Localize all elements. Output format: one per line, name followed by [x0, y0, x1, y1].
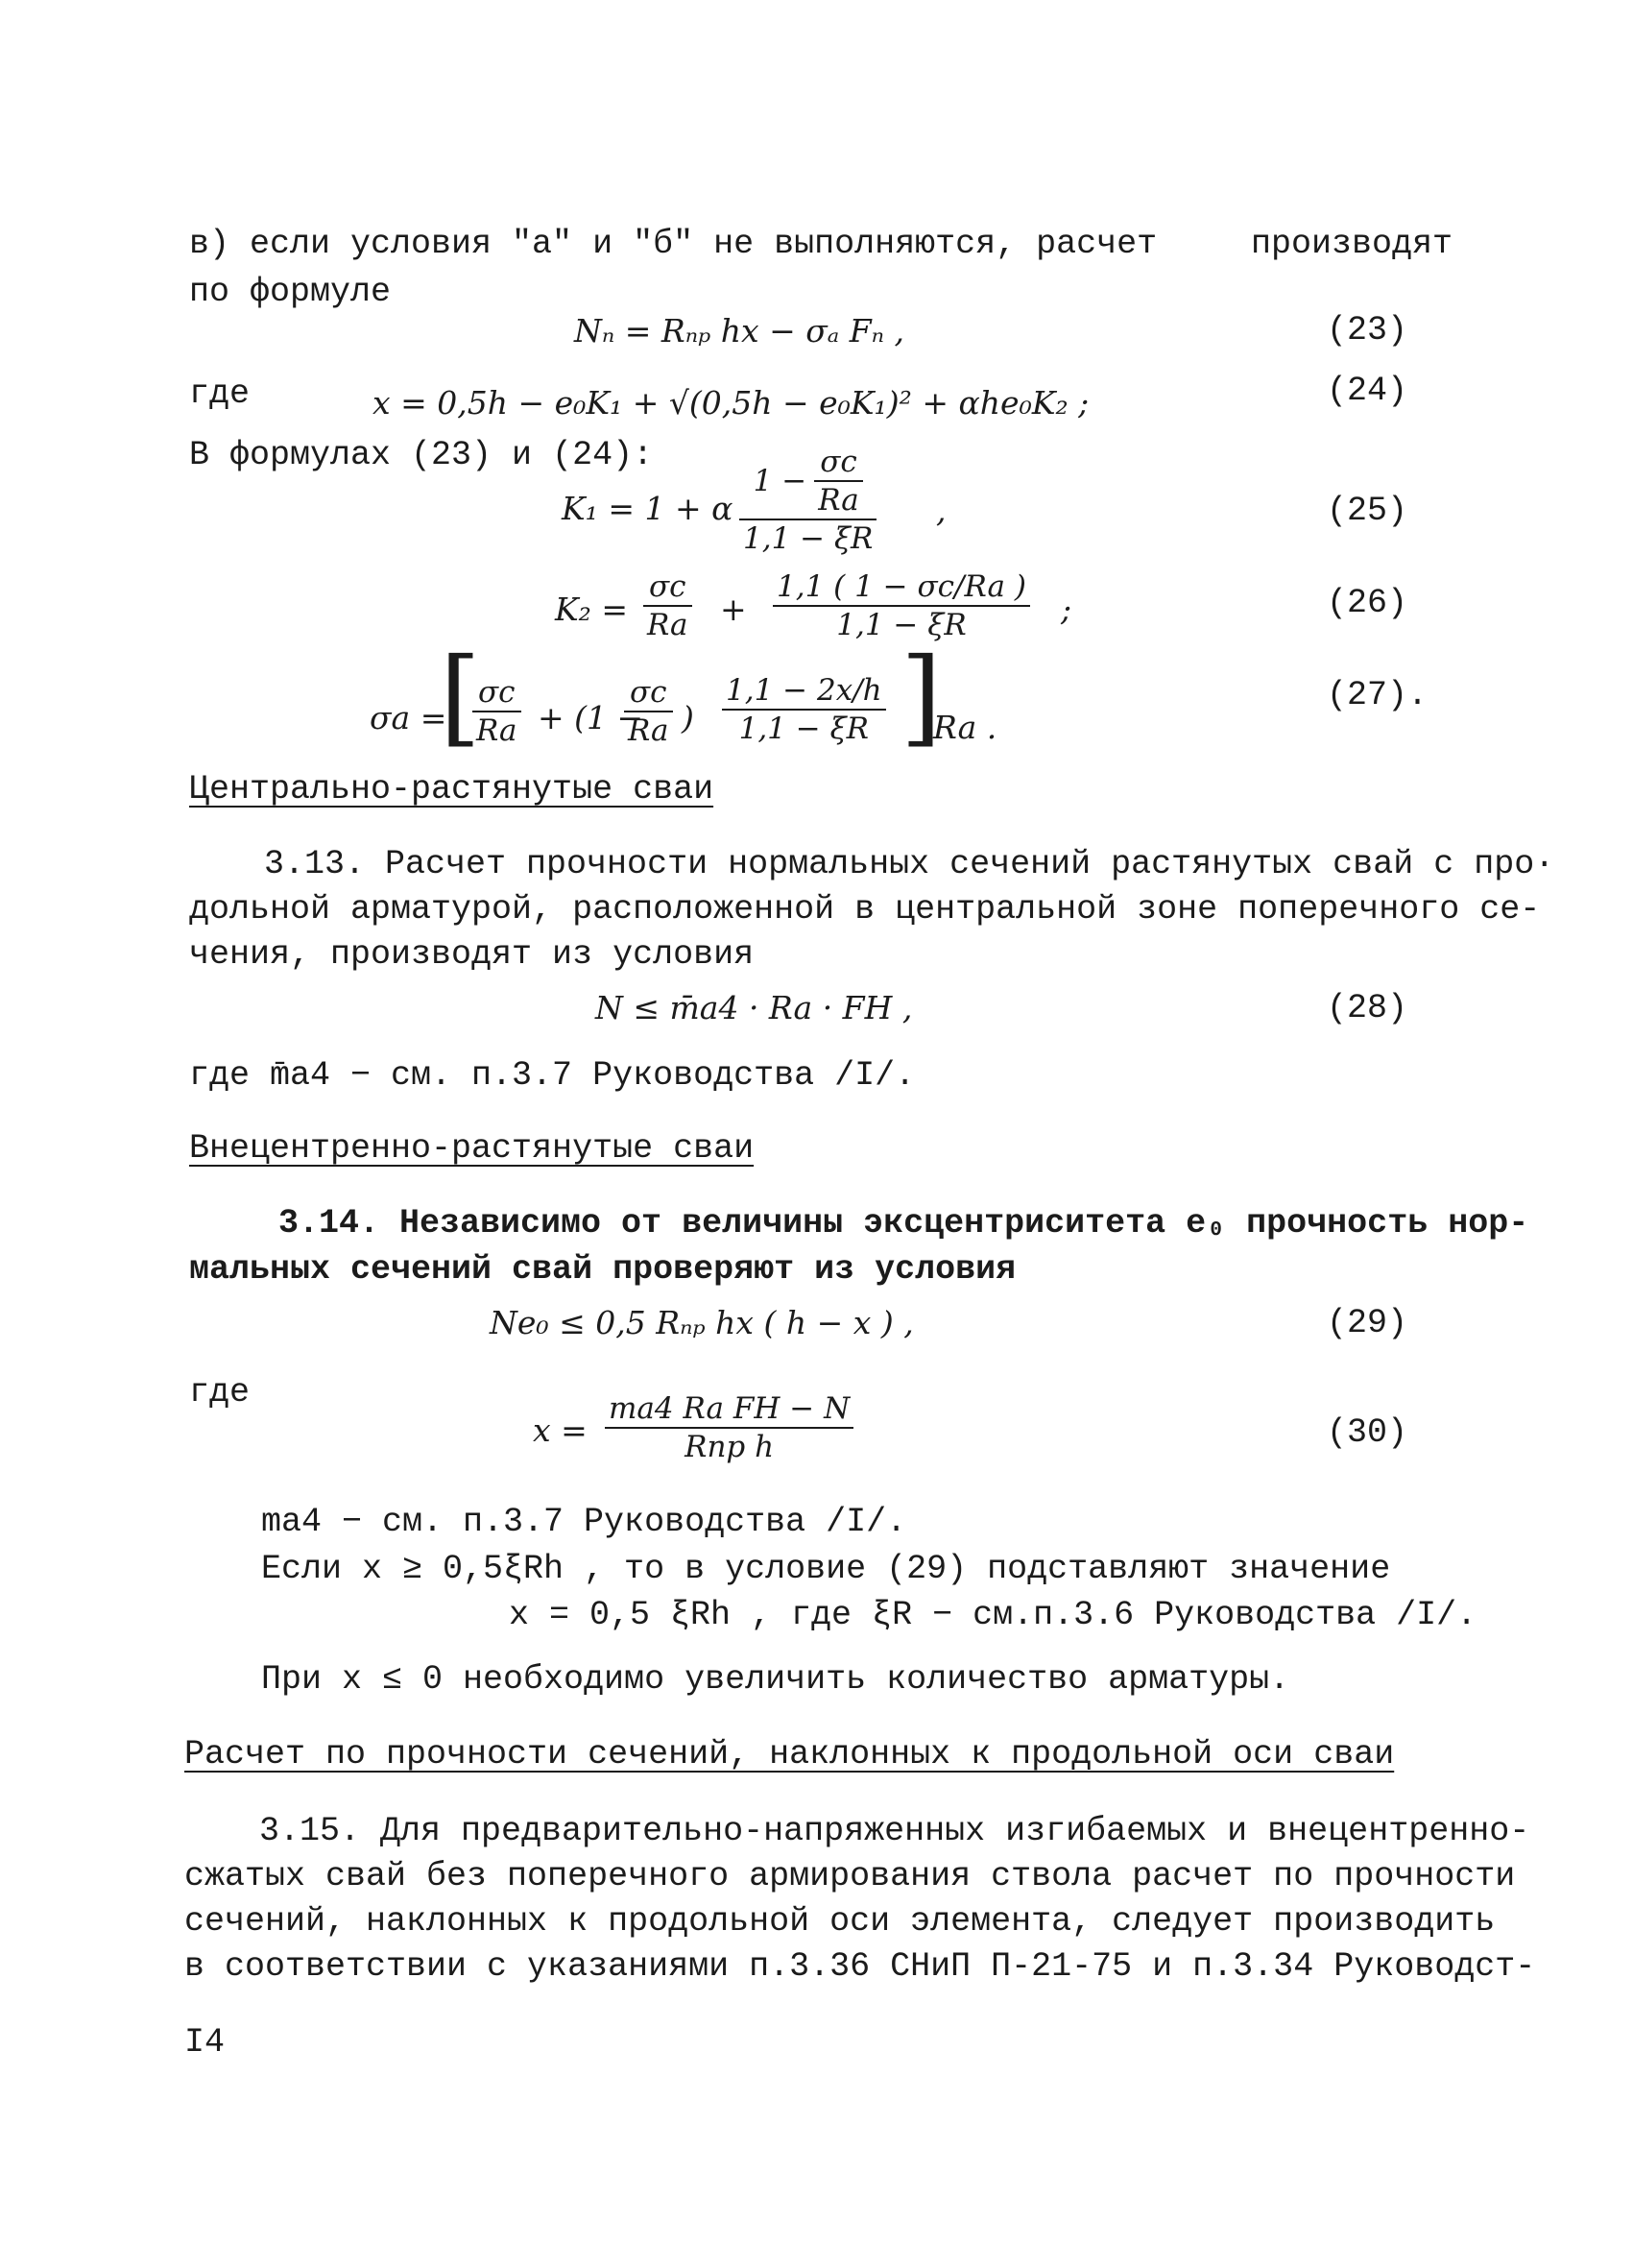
- formula-26-fraction-2: [773, 568, 1030, 643]
- formula-30-den: Rпр h: [684, 1430, 775, 1464]
- formula-26-f2-den: 1,1 − ξR: [836, 608, 967, 642]
- formula-24: x = 0,5h − e₀K₁ + √(0,5h − e₀K₁)² + αhe₀K₂ ;: [372, 384, 1090, 422]
- paragraph-315-line3: сечений, наклонных к продольной оси элемента, следует производить: [184, 1902, 1496, 1941]
- formula-27-fraction-3: [722, 672, 886, 747]
- formula-27-f2-num: σc: [630, 675, 667, 710]
- formula-25-inner-den: Ra: [818, 483, 859, 518]
- paragraph-313-where: где m̄a4 − см. п.3.7 Руководства /I/.: [189, 1056, 916, 1095]
- formula-25-inner-num: σc: [820, 445, 857, 479]
- formula-27-close: ): [682, 699, 694, 736]
- formula-27-f1-den: Ra: [476, 713, 517, 748]
- formula-26-f1-num: σc: [649, 569, 686, 604]
- formula-28: N ≤ m̄a4 · Ra · FH ,: [595, 989, 913, 1026]
- formula-23: Nₙ = Rₙₚ hx − σₐ Fₙ ,: [574, 312, 904, 350]
- formula-26-trail: ;: [1061, 591, 1072, 628]
- paragraph-314-when: При x ≤ 0 необходимо увеличить количество арматуры.: [261, 1660, 1290, 1699]
- formula-30-fraction: [605, 1390, 853, 1465]
- paragraph-315-line1: 3.15. Для предварительно-напряженных изгибаемых и внецентренно-: [259, 1812, 1530, 1850]
- formula-27-mid: + (1 −: [538, 699, 644, 736]
- formula-25-trail: ,: [936, 492, 947, 529]
- paragraph-v-line1-end: производят: [1251, 225, 1453, 263]
- formula-25-fraction: [739, 444, 877, 557]
- paragraph-315-line2: сжатых свай без поперечного армирования ствола расчет по прочности: [184, 1857, 1516, 1895]
- paragraph-313-line1: 3.13. Расчет прочности нормальных сечений растянутых свай с про·: [264, 845, 1555, 883]
- paragraph-314-subst: x = 0,5 ξRh , где ξR − см.п.3.6 Руководства /I/.: [509, 1596, 1477, 1634]
- formula-25-number: (25): [1327, 492, 1408, 530]
- paragraph-315-line4: в соответствии с указаниями п.3.36 СНиП П-21-75 и п.3.34 Руководст-: [184, 1947, 1536, 1986]
- formula-30-lhs: x =: [533, 1411, 588, 1449]
- formula-30-num: ma4 Ra FH − N: [609, 1391, 851, 1426]
- formula-26-plus: +: [720, 591, 747, 628]
- formula-30-number: (30): [1327, 1413, 1408, 1452]
- formula-26-fraction-1: [643, 568, 692, 643]
- formula-27-tail: Ra .: [933, 709, 997, 746]
- heading-inclined-sections: Расчет по прочности сечений, наклонных к продольной оси сваи: [184, 1735, 1395, 1773]
- page-number: I4: [184, 2023, 226, 2062]
- formula-27-fraction-2: [624, 674, 673, 749]
- formula-24-where: где: [189, 374, 251, 413]
- formula-26-f2-num: 1,1 ( 1 − σc/Ra ): [777, 569, 1026, 604]
- formulas-intro: В формулах (23) и (24):: [189, 436, 654, 474]
- formula-27-f2-den: Ra: [628, 713, 669, 748]
- formula-27-right-bracket: ]: [901, 635, 942, 758]
- paragraph-v-line2: по формуле: [189, 273, 392, 311]
- formula-27-f1-num: σc: [478, 675, 516, 710]
- paragraph-314-if: Если x ≥ 0,5ξRh , то в условие (29) подставляют значение: [261, 1550, 1391, 1588]
- paragraph-314-line2: мальных сечений свай проверяют из условия: [189, 1250, 1017, 1289]
- formula-27-lhs: σa =: [370, 699, 447, 736]
- formula-26-f1-den: Ra: [647, 608, 688, 642]
- paragraph-313-line2: дольной арматурой, расположенной в центральной зоне поперечного се-: [189, 890, 1541, 929]
- formula-27-left-bracket: [: [440, 635, 481, 758]
- formula-29-number: (29): [1327, 1304, 1408, 1342]
- formula-29: Ne₀ ≤ 0,5 Rₙₚ hx ( h − x ) ,: [490, 1304, 914, 1341]
- formula-30-where: где: [189, 1373, 251, 1411]
- formula-25-inner-fraction: [814, 444, 863, 519]
- paragraph-v-line1: в) если условия "а" и "б" не выполняются, расчет: [189, 225, 1158, 263]
- formula-25-lhs: K₁ = 1 + α: [562, 490, 733, 527]
- formula-26-lhs: K₂ =: [555, 591, 629, 628]
- formula-28-number: (28): [1327, 989, 1408, 1027]
- formula-23-number: (23): [1327, 311, 1408, 350]
- paragraph-313-line3: чения, производят из условия: [189, 935, 755, 974]
- formula-27-f3-num: 1,1 − 2x/h: [726, 673, 882, 708]
- formula-24-number: (24): [1327, 372, 1408, 410]
- formula-26-number: (26): [1327, 584, 1408, 622]
- formula-25-den: 1,1 − ξR: [743, 521, 874, 556]
- heading-eccentric-piles: Внецентренно-растянутые сваи: [189, 1129, 755, 1168]
- formula-27-fraction-1: [472, 674, 521, 749]
- paragraph-314-line1: 3.14. Независимо от величины эксцентриситета e₀ прочность нор-: [278, 1204, 1529, 1243]
- formula-27-f3-den: 1,1 − ξR: [738, 712, 869, 746]
- formula-25-num-prefix: 1 −: [753, 464, 807, 498]
- formula-27-number: (27).: [1327, 676, 1429, 714]
- paragraph-314-ma4: ma4 − см. п.3.7 Руководства /I/.: [261, 1503, 907, 1541]
- heading-central-piles: Центрально-растянутые сваи: [189, 770, 714, 808]
